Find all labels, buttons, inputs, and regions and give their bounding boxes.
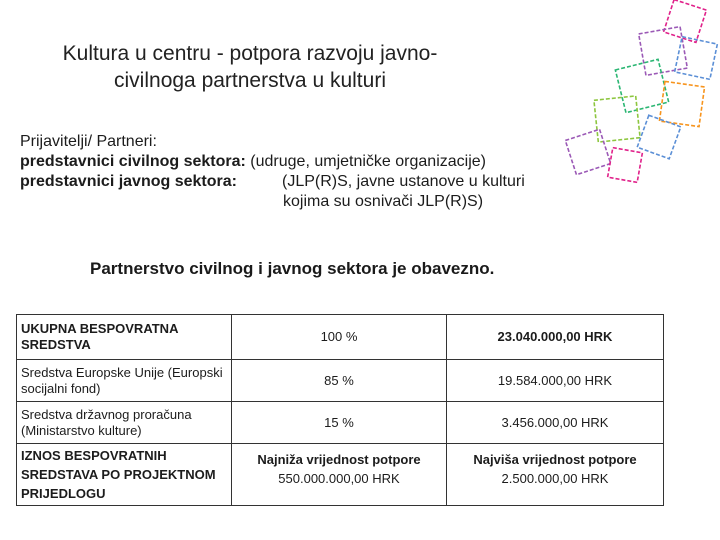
grant-amount-label: IZNOS BESPOVRATNIH SREDSTAVA PO PROJEKTNOM PRIJEDLOGU [17,444,232,506]
public-sector-row [20,172,525,192]
applicants-heading: Prijavitelji/ Partneri: [20,133,157,150]
total-funds-amount: 23.040.000,00 HRK [447,315,664,360]
table-row [17,315,664,360]
civil-sector-label: predstavnici civilnog sektora: [20,153,246,170]
title-line-2: civilnoga partnerstva u kulturi [114,69,386,92]
min-support-cell [232,444,447,506]
eu-funds-amount: 19.584.000,00 HRK [447,360,664,402]
min-support-value: 550.000.000,00 HRK [278,471,400,486]
max-support-label: Najviša vrijednost potpore [473,452,637,467]
table-row [17,402,664,444]
civil-sector-value: (udruge, umjetničke organizacije) [245,153,486,170]
decorative-squares-graphic [550,0,720,200]
min-support-label: Najniža vrijednost potpore [257,452,421,467]
state-funds-percent: 15 % [232,402,447,444]
state-funds-amount: 3.456.000,00 HRK [447,402,664,444]
table-row [17,360,664,402]
max-support-value: 2.500.000,00 HRK [501,471,609,486]
applicants-section [20,132,525,212]
table-row [17,444,664,506]
page-title [0,40,500,94]
total-funds-label: UKUPNA BESPOVRATNA SREDSTVA [17,315,232,360]
public-sector-label: predstavnici javnog sektora: [20,173,237,190]
funding-table [16,314,664,506]
state-funds-label: Sredstva državnog proračuna (Ministarstvo kulture) [17,402,232,444]
civil-sector-row [20,152,525,172]
public-sector-value-cont: kojima su osnivači JLP(R)S) [283,193,484,210]
eu-funds-label: Sredstva Europske Unije (Europski socijalni fond) [17,360,232,402]
public-sector-value: (JLP(R)S, javne ustanove u kulturi [282,173,525,190]
mandatory-note: Partnerstvo civilnog i javnog sektora je obavezno. [90,259,495,278]
title-line-1: Kultura u centru - potpora razvoju javno- [62,42,438,65]
total-funds-percent: 100 % [232,315,447,360]
eu-funds-percent: 85 % [232,360,447,402]
max-support-cell [447,444,664,506]
